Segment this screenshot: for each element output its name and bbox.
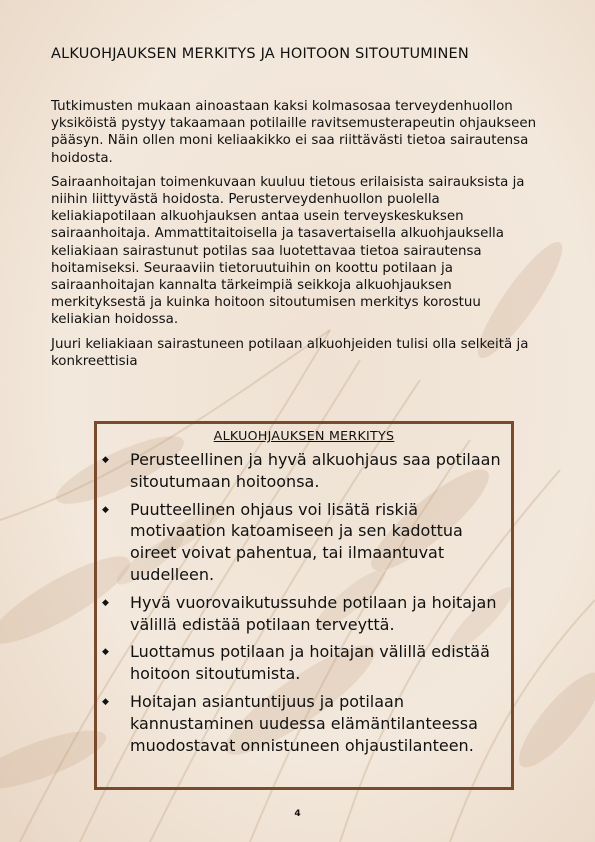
list-item-text: Perusteellinen ja hyvä alkuohjaus saa potilaan sitoutumaan hoitoonsa. [130,450,501,491]
page-number: 4 [294,809,301,819]
diamond-bullet-icon: ◆ [102,597,109,608]
info-box [94,421,514,790]
info-box-list [97,449,511,756]
list-item [97,449,511,493]
list-item [97,641,511,685]
list-item-text: Puutteellinen ohjaus voi lisätä riskiä motivaation katoamiseen ja sen kadottua oireet voivat pahentua, tai ilmaantuvat uudelleen. [130,499,463,584]
list-item [97,499,511,586]
paragraph: Sairaanhoitajan toimenkuvaan kuuluu tietous erilaisista sairauksista ja niihin liittyvästä hoidosta. Perusterveydenhuollon puolella keliakiapotilaan alkuohjauksen antaa usein terveyskeskuksen sairaanhoitaja. Ammattitaitoisella ja tasavertaisella alkuohjauksella keliakiaan sairastunut potilas saa luotettavaa tietoa sairautensa hoitamiseksi. Seuraaviin tietoruutuihin on koottu potilaan ja sairaanhoitajan kannalta tärkeimpiä seikkoja alkuohjauksen merkityksestä ja kuinka hoitoon sitoutumisen merkitys korostuu keliakian hoidossa. [51,174,525,328]
body-text [51,98,539,377]
diamond-bullet-icon: ◆ [102,696,109,707]
paragraph: Juuri keliakiaan sairastuneen potilaan alkuohjeiden tulisi olla selkeitä ja konkreettisia [51,336,529,369]
diamond-bullet-icon: ◆ [102,647,109,658]
info-box-heading: ALKUOHJAUKSEN MERKITYS [213,428,395,443]
list-item-text: Hyvä vuorovaikutussuhde potilaan ja hoitajan välillä edistää potilaan terveyttä. [130,592,497,634]
list-item [97,691,511,756]
list-item-text: Luottamus potilaan ja hoitajan välillä edistää hoitoon sitoutumista. [130,642,490,684]
list-item [97,592,511,636]
list-item-text: Hoitajan asiantuntijuus ja potilaan kannustaminen uudessa elämäntilanteessa muodostavat onnistuneen ohjaustilanteen. [130,691,478,755]
diamond-bullet-icon: ◆ [102,455,109,465]
paragraph: Tutkimusten mukaan ainoastaan kaksi kolmasosaa terveydenhuollon yksiköistä pystyy takaamaan potilaille ravitsemusterapeutin ohjaukseen pääsyn. Näin ollen moni keliaakikko ei saa riittävästi tietoa sairautensa hoidosta. [51,99,537,166]
diamond-bullet-icon: ◆ [102,504,109,515]
page-title: ALKUOHJAUKSEN MERKITYS JA HOITOON SITOUTUMINEN [51,46,469,62]
